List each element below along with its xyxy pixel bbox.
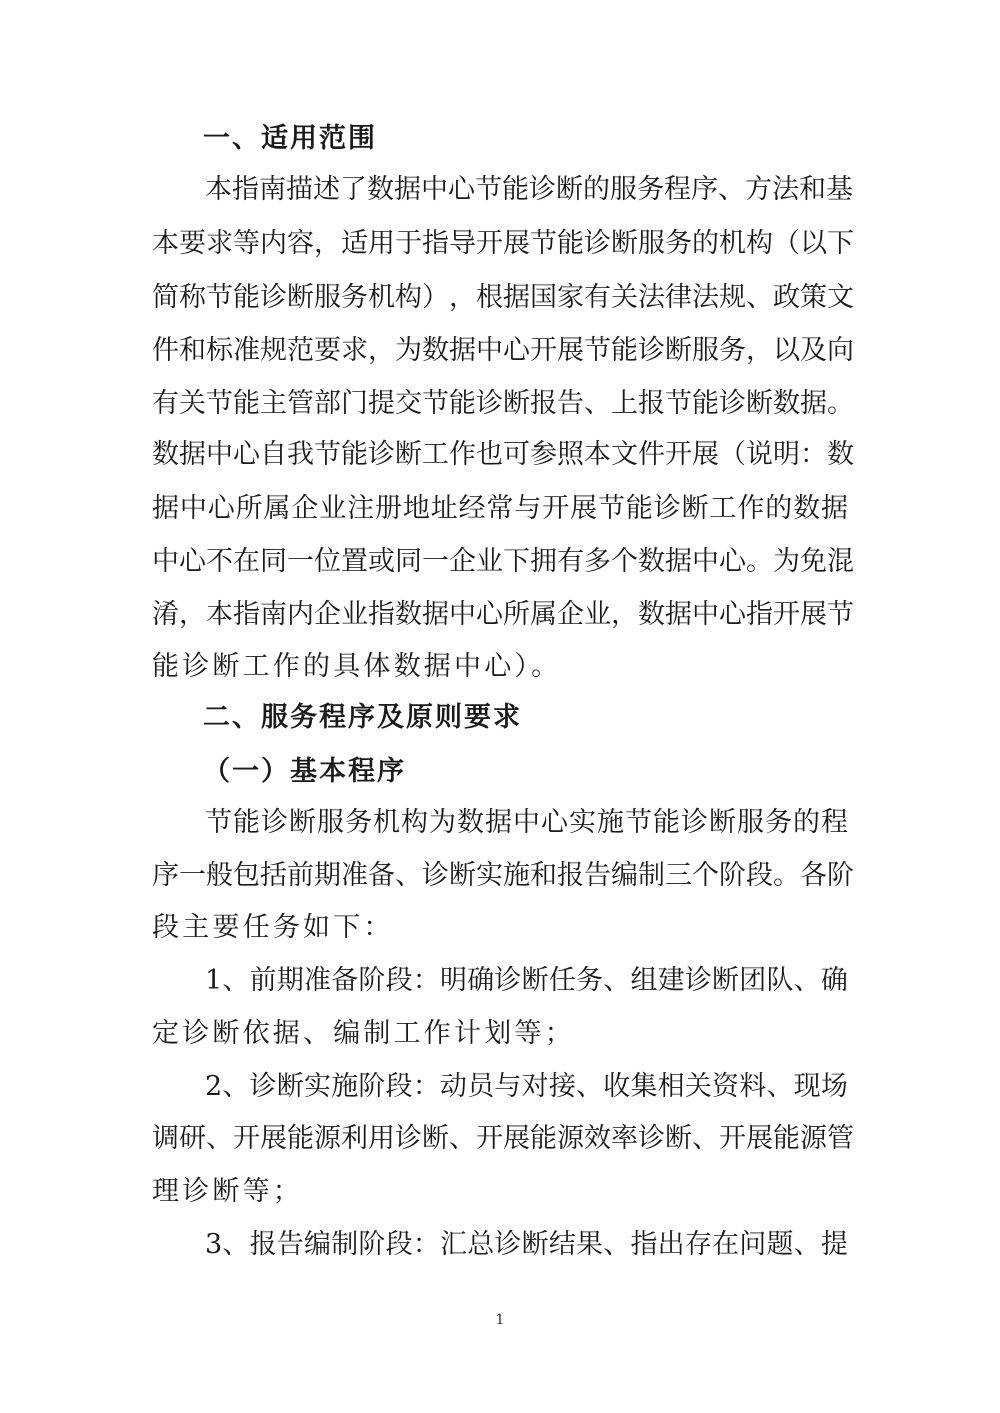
list-item-line: 1 、 前 期 准 备 阶 段 ： 明 确 诊 断 任 务 、 组 建 诊 断 团 队 、 确 — [205, 965, 848, 996]
paragraph-line: 本 要 求 等 内 容 ， 适 用 于 指 导 开 展 节 能 诊 断 服 务 的 机 构 （ 以 下 — [152, 228, 854, 259]
list-item-line: 2 、 诊 断 实 施 阶 段 ： 动 员 与 对 接 、 收 集 相 关 资 料 、 现 场 — [205, 1071, 848, 1102]
list-item-line: 3 、 报 告 编 制 阶 段 ： 汇 总 诊 断 结 果 、 指 出 存 在 问 题 、 提 — [205, 1229, 848, 1260]
paragraph-line: 据 中 心 所 属 企 业 注 册 地 址 经 常 与 开 展 节 能 诊 断 工 作 的 数 据 — [152, 493, 848, 524]
paragraph-line: 简 称 节 能 诊 断 服 务 机 构 ） ， 根 据 国 家 有 关 法 律 法 规 、 政 策 文 — [152, 282, 854, 313]
subsection-heading-basic-procedure: （一）基本程序 — [203, 756, 406, 787]
page-number: 1 — [495, 1312, 505, 1328]
paragraph-line: 本 指 南 描 述 了 数 据 中 心 节 能 诊 断 的 服 务 程 序 、 方 法 和 基 — [205, 174, 853, 205]
list-item-line: 定诊断依据、编制工作计划等； — [152, 1018, 575, 1049]
paragraph-line: 节 能 诊 断 服 务 机 构 为 数 据 中 心 实 施 节 能 诊 断 服 务 的 程 — [205, 807, 848, 838]
paragraph-line: 淆 ， 本 指 南 内 企 业 指 数 据 中 心 所 属 企 业 ， 数 据 中 心 指 开 展 节 — [152, 599, 854, 630]
paragraph-line: 能诊断工作的具体数据中心）。 — [152, 651, 562, 682]
paragraph-line: 段主要任务如下： — [152, 912, 394, 943]
list-item-line: 理诊断等； — [152, 1176, 303, 1207]
paragraph-line: 件 和 标 准 规 范 要 求 ， 为 数 据 中 心 开 展 节 能 诊 断 服 务 ， 以 及 向 — [152, 335, 854, 366]
paragraph-line: 序 一 般 包 括 前 期 准 备 、 诊 断 实 施 和 报 告 编 制 三 个 阶 段 。 各 阶 — [152, 860, 854, 891]
section-heading-scope: 一、适用范围 — [203, 123, 377, 154]
section-heading-procedure: 二、服务程序及原则要求 — [203, 702, 522, 733]
list-item-line: 调 研 、 开 展 能 源 利 用 诊 断 、 开 展 能 源 效 率 诊 断 、 开 展 能 源 管 — [152, 1123, 854, 1154]
paragraph-line: 中 心 不 在 同 一 位 置 或 同 一 企 业 下 拥 有 多 个 数 据 中 心 。 为 免 混 — [152, 546, 854, 577]
paragraph-line: 数 据 中 心 自 我 节 能 诊 断 工 作 也 可 参 照 本 文 件 开 展 （ 说 明 ： 数 — [152, 439, 854, 470]
paragraph-line: 有 关 节 能 主 管 部 门 提 交 节 能 诊 断 报 告 、 上 报 节 能 诊 断 数 据 。 — [152, 388, 854, 419]
